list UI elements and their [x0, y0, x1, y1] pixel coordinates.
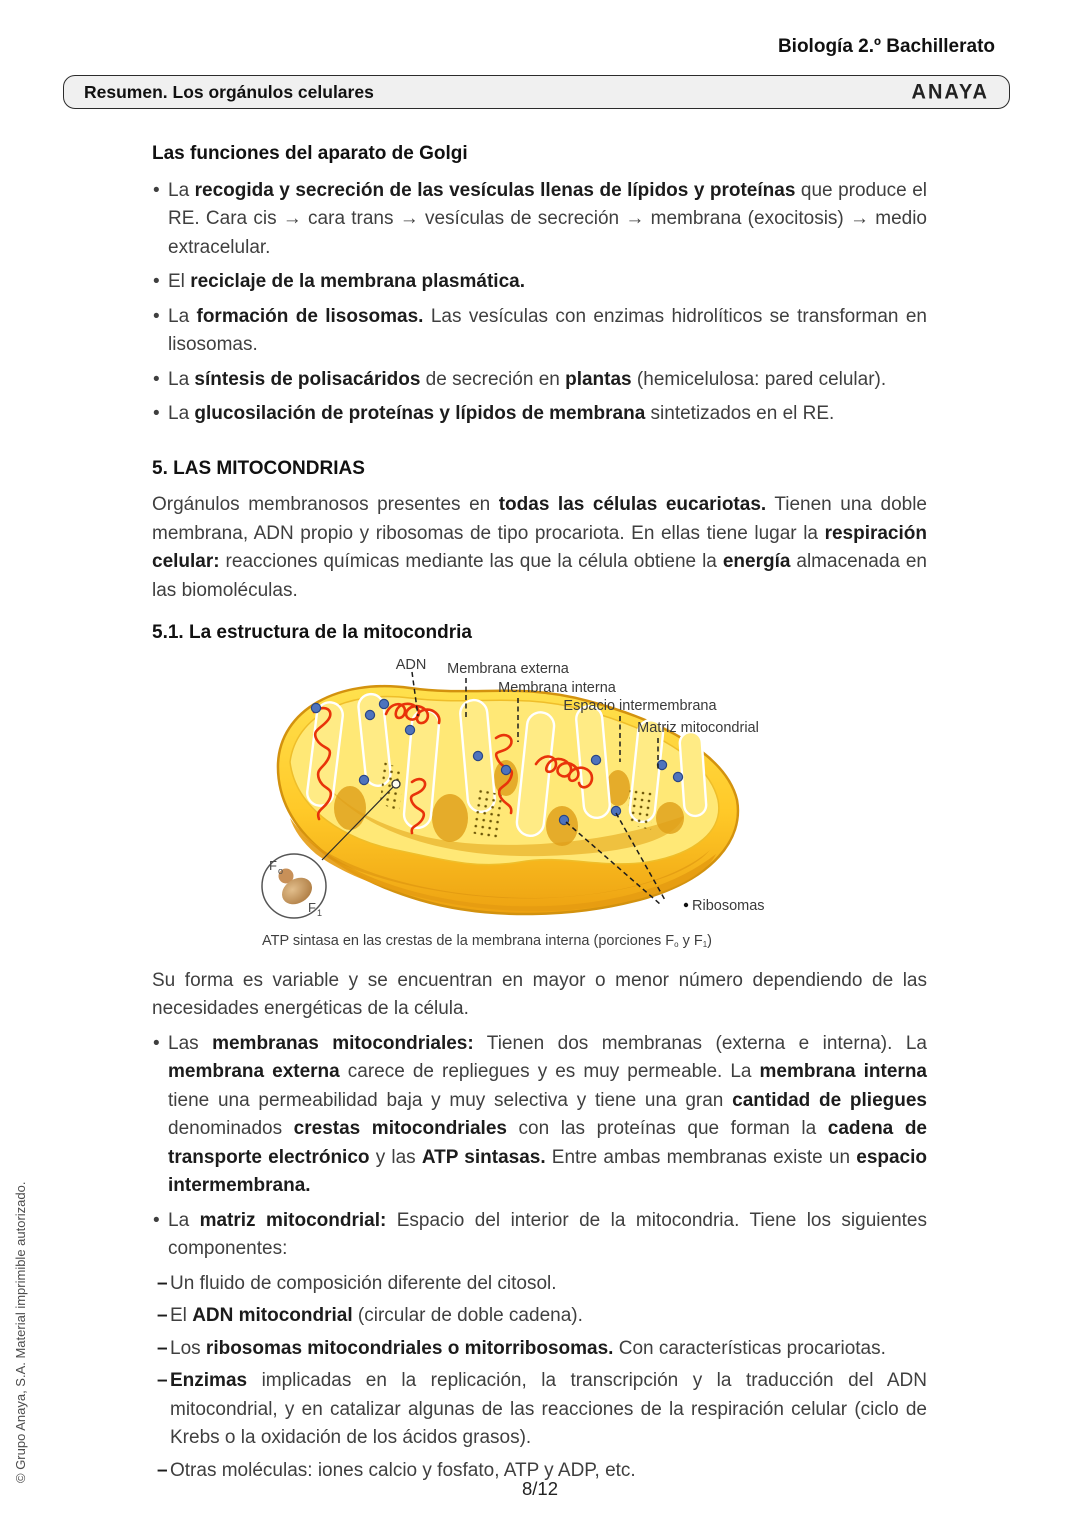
mitochondria-heading: 5. LAS MITOCONDRIAS [152, 457, 365, 479]
mito-bullet: • La matriz mitocondrial: Espacio del interior de la mitocondria. Tiene los siguientes componentes: [152, 1207, 927, 1264]
matrix-subitem: – Un fluido de composición diferente del citosol. [152, 1270, 927, 1299]
course-title: Biología 2.º Bachillerato [777, 36, 995, 57]
matrix-subitem: – Enzimas implicadas en la replicación, la transcripción y la traducción del ADN mitocondrial, y en catalizar algunas de las reacciones de la respiración celular (ciclo de Krebs o la oxidación de los ácidos grasos). [152, 1367, 927, 1453]
diagram-label-espacio-intermembrana: Espacio intermembrana [563, 697, 717, 714]
golgi-bullet: • El reciclaje de la membrana plasmática. [152, 268, 927, 297]
mito-bullet: • Las membranas mitocondriales: Tienen dos membranas (externa e interna). La membrana externa carece de repliegues y es muy permeable. La membrana interna tiene una permeabilidad baja y muy selectiva y tiene una gran cantidad de pliegues denominados crestas mitocondriales con las proteínas que forman la cadena de transporte electrónico y las ATP sintasas. Entre ambas membranas existe un espacio intermembrana. [152, 1030, 927, 1201]
golgi-heading: Las funciones del aparato de Golgi [152, 143, 468, 164]
mitochondria-diagram [250, 658, 825, 920]
matrix-subitem: – Otras moléculas: iones calcio y fosfato, ATP y ADP, etc. [152, 1457, 927, 1486]
diagram-label-matriz-mitocondrial: Matriz mitocondrial [637, 719, 759, 736]
svg-text:o: o [278, 865, 284, 876]
matrix-subitem: – Los ribosomas mitocondriales o mitorribosomas. Con características procariotas. [152, 1335, 927, 1364]
diagram-label-adn: ADN [395, 657, 427, 673]
mitochondria-intro: Orgánulos membranosos presentes en todas las células eucariotas. Tienen una doble membrana, ADN propio y ribosomas de tipo procariota. En ellas tiene lugar la respiración celular: reacciones químicas mediante las que la célula obtiene la energía almacenada en las biomoléculas. [152, 494, 927, 601]
page-number: 8/12 [521, 1478, 558, 1499]
copyright-vertical-text: © Grupo Anaya, S.A. Material imprimible autorizado. [13, 1181, 28, 1483]
mitochondria-figure [250, 658, 825, 953]
svg-text:1: 1 [317, 907, 323, 918]
mitochondria-subheading: 5.1. La estructura de la mitocondria [152, 622, 472, 643]
diagram-label-membrana-externa: Membrana externa [447, 660, 569, 677]
inset-f0-label: F [269, 857, 277, 873]
matrix-subitem: – El ADN mitocondrial (circular de doble cadena). [152, 1302, 927, 1331]
summary-bar-title: Resumen. Los orgánulos celulares [84, 81, 374, 102]
page-content [152, 140, 927, 1489]
golgi-bullet: • La formación de lisosomas. Las vesículas con enzimas hidrolíticos se transforman en lisosomas. [152, 303, 927, 360]
forma-paragraph: Su forma es variable y se encuentran en mayor o menor número dependiendo de las necesidades energéticas de la célula. [152, 969, 927, 1020]
inset-f1-label: F [308, 899, 316, 915]
summary-bar [63, 75, 1010, 109]
golgi-bullet: • La síntesis de polisacáridos de secreción en plantas (hemicelulosa: pared celular). [152, 366, 927, 395]
diagram-label-membrana-interna: Membrana interna [498, 679, 616, 696]
golgi-bullet: • La recogida y secreción de las vesículas llenas de lípidos y proteínas que produce el RE. Cara cis → cara trans → vesículas de secreción → membrana (exocitosis) → medio extracelular. [152, 177, 927, 263]
diagram-label-ribosomas: Ribosomas [692, 897, 765, 914]
figure-caption: ATP sintasa en las crestas de la membrana interna (porciones $F_o$ y $F_1$) [262, 933, 712, 949]
anaya-logo: ANAYA [911, 79, 989, 104]
golgi-bullet: • La glucosilación de proteínas y lípidos de membrana sintetizados en el RE. [152, 400, 927, 429]
